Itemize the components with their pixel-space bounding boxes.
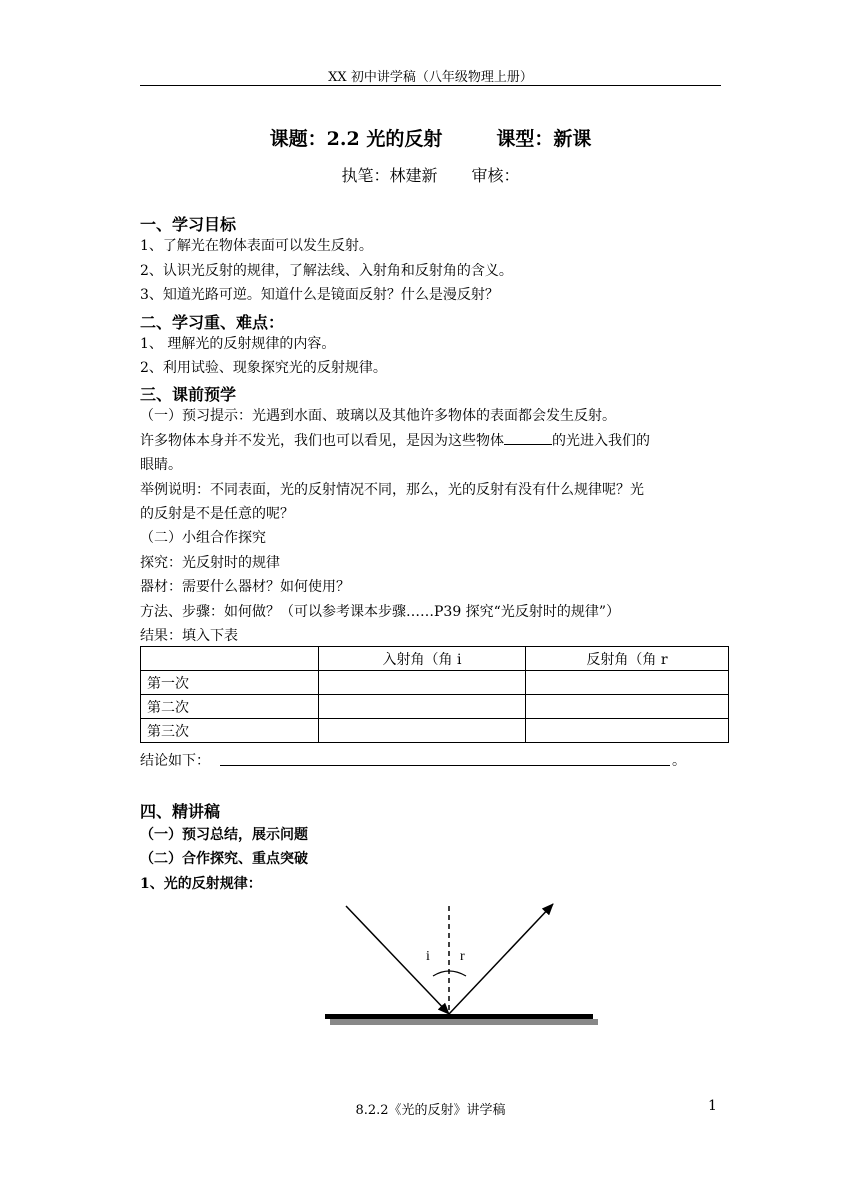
conclusion-end: 。 [672,753,686,769]
row-label: 第二次 [141,695,319,719]
mirror-surface [325,1014,593,1019]
explore-subheading: （二）合作探究、重点突破 [140,851,308,867]
group-heading: （二）小组合作探究 [140,530,266,546]
row-label: 第一次 [141,671,319,695]
preview-para1-cont: 眼睛。 [140,457,182,473]
page-header: XX 初中讲学稿（八年级物理上册） [328,70,533,85]
page-footer: 8.2.2《光的反射》讲学稿 [355,1103,506,1118]
section2-heading: 二、学习重、难点： [140,313,285,332]
equipment-line: 器材：需要什么器材？如何使用？ [140,579,350,595]
preview-para1: 许多物体本身并不发光，我们也可以看见，是因为这些物体 的光进入我们的 [140,433,650,449]
explore-line: 探究：光反射时的规律 [140,555,280,571]
method-line: 方法、步骤：如何做？（可以参考课本步骤……P39 探究“光反射时的规律”） [140,604,620,620]
key-item-1: 1、 理解光的反射规律的内容。 [140,336,336,352]
conclusion-label: 结论如下： [140,753,210,769]
example-para-1: 举例说明：不同表面，光的反射情况不同，那么，光的反射有没有什么规律呢？光 [140,482,644,498]
section1-heading: 一、学习目标 [140,215,237,234]
goal-item-1: 1、了解光在物体表面可以发生反射。 [140,238,373,254]
example-para-2: 的反射是不是任意的呢？ [140,506,294,522]
goal-item-3: 3、知道光路可逆。知道什么是镜面反射？什么是漫反射？ [140,287,499,303]
angle-i-label: i [426,949,430,964]
section3-heading: 三、课前预学 [140,385,237,404]
lesson-topic: 课题：2.2 光的反射 [269,128,443,150]
table-header: 入射角（角 i [319,647,526,671]
writer: 执笔：林建新 [341,166,438,185]
mirror-shadow [330,1019,598,1025]
result-line: 结果：填入下表 [140,628,238,644]
incident-ray [346,906,449,1014]
section4-heading: 四、精讲稿 [140,802,221,821]
reflection-law-heading: 1、光的反射规律： [140,876,262,892]
row-label: 第三次 [141,719,319,743]
page-number: 1 [708,1098,717,1114]
table-header: 反射角（角 r [526,647,729,671]
lesson-type: 课型：新课 [496,128,592,150]
preview-hint: （一）预习提示：光遇到水面、玻璃以及其他许多物体的表面都会发生反射。 [140,408,616,424]
angle-r-label: r [460,949,465,964]
key-item-2: 2、利用试验、现象探究光的反射规律。 [140,360,387,376]
goal-item-2: 2、认识光反射的规律，了解法线、入射角和反射角的含义。 [140,263,513,279]
summary-subheading: （一）预习总结，展示问题 [140,827,308,843]
reviewer: 审核： [471,166,520,185]
